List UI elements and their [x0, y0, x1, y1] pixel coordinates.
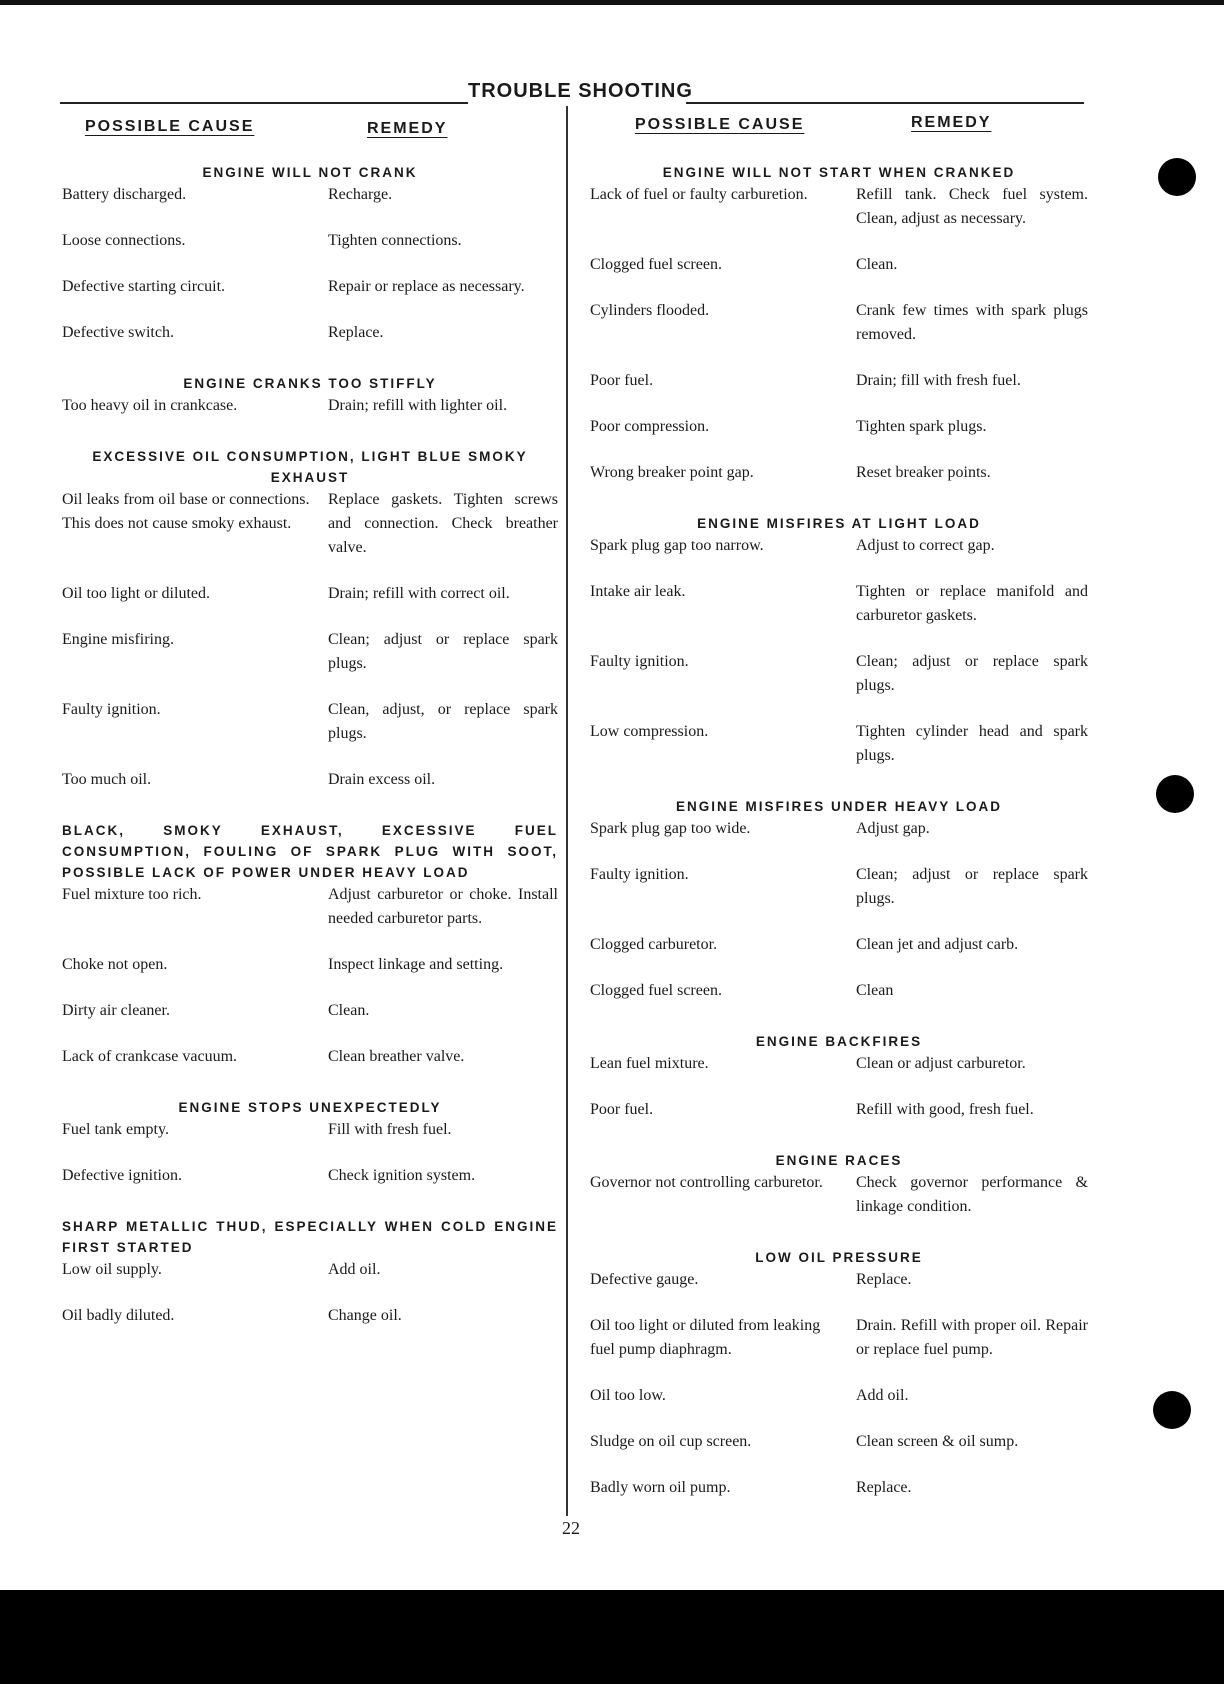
remedy: Clean. [328, 1002, 370, 1019]
cause-remedy-row [62, 394, 558, 418]
title-rule-right [686, 102, 1084, 104]
possible-cause: Faulty ignition. [590, 866, 689, 883]
possible-cause: Lack of fuel or faulty carburetion. [590, 186, 808, 203]
cause-remedy-row [590, 650, 1088, 698]
possible-cause: Low oil supply. [62, 1261, 162, 1278]
section-title: ENGINE BACKFIRES [755, 1034, 923, 1049]
cause-remedy-row [62, 953, 558, 977]
possible-cause: Battery discharged. [62, 186, 187, 203]
section-title: ENGINE MISFIRES AT LIGHT LOAD [697, 516, 981, 531]
cause-remedy-row [590, 1052, 1088, 1076]
remedy: Clean, adjust, or replace spark plugs. [328, 701, 558, 742]
possible-cause: Oil too light or diluted from leaking fuel pump diaphragm. [590, 1317, 821, 1358]
possible-cause: Lack of crankcase vacuum. [62, 1048, 238, 1065]
remedy: Refill tank. Check fuel system. Clean, adjust as necessary. [856, 186, 1088, 227]
remedy: Clean jet and adjust carb. [856, 936, 1019, 953]
possible-cause: Spark plug gap too narrow. [590, 537, 764, 554]
remedy: Replace. [856, 1271, 912, 1288]
cause-remedy-row [590, 1476, 1088, 1500]
possible-cause: Fuel tank empty. [62, 1121, 169, 1138]
possible-cause: Poor fuel. [590, 1101, 654, 1118]
remedy: Crank few times with spark plugs removed. [856, 302, 1088, 343]
possible-cause: Oil too low. [590, 1387, 666, 1404]
cause-remedy-row [590, 299, 1088, 347]
section-title: BLACK, SMOKY EXHAUST, EXCESSIVE FUEL CONSUMPTION, FOULING OF SPARK PLUG WITH SOOT, POSSIBLE LACK OF POWER UNDER HEAVY LOAD [62, 823, 558, 880]
remedy: Drain excess oil. [328, 771, 436, 788]
remedy: Check ignition system. [328, 1167, 476, 1184]
column-divider [566, 106, 568, 1516]
cause-remedy-row [590, 183, 1088, 231]
trouble-section [590, 513, 1088, 768]
possible-cause: Clogged fuel screen. [590, 982, 722, 999]
possible-cause: Defective starting circuit. [62, 278, 226, 295]
possible-cause: Choke not open. [62, 956, 168, 973]
cause-remedy-row [62, 698, 558, 746]
page-title: TROUBLE SHOOTING [468, 80, 693, 102]
scan-top-edge [0, 0, 1224, 5]
possible-cause: Sludge on oil cup screen. [590, 1433, 752, 1450]
remedy: Adjust to correct gap. [856, 537, 995, 554]
cause-remedy-row [62, 1045, 558, 1069]
remedy: Inspect linkage and setting. [328, 956, 504, 973]
trouble-section [590, 796, 1088, 1003]
possible-cause: Clogged carburetor. [590, 936, 718, 953]
section-title: ENGINE STOPS UNEXPECTEDLY [178, 1100, 442, 1115]
trouble-section [62, 373, 558, 418]
possible-cause: Intake air leak. [590, 583, 686, 600]
cause-remedy-row [62, 488, 558, 560]
possible-cause: Cylinders flooded. [590, 302, 710, 319]
cause-remedy-row [590, 979, 1088, 1003]
cause-remedy-row [62, 275, 558, 299]
possible-cause: Engine misfiring. [62, 631, 174, 648]
cause-remedy-row [590, 461, 1088, 485]
possible-cause: Too much oil. [62, 771, 152, 788]
remedy: Replace gaskets. Tighten screws and connection. Check breather valve. [328, 491, 558, 556]
possible-cause: Defective ignition. [62, 1167, 182, 1184]
possible-cause: Lean fuel mixture. [590, 1055, 709, 1072]
remedy: Add oil. [856, 1387, 909, 1404]
cause-remedy-row [590, 534, 1088, 558]
left-cause-header: POSSIBLE CAUSE [85, 118, 255, 135]
section-title: ENGINE CRANKS TOO STIFFLY [183, 376, 437, 391]
cause-remedy-row [62, 1304, 558, 1328]
possible-cause: Badly worn oil pump. [590, 1479, 731, 1496]
cause-remedy-row [590, 1314, 1088, 1362]
binder-hole [1153, 1391, 1191, 1429]
possible-cause: Faulty ignition. [590, 653, 689, 670]
trouble-section [62, 162, 558, 345]
cause-remedy-row [62, 183, 558, 207]
remedy: Clean; adjust or replace spark plugs. [856, 653, 1088, 694]
remedy: Replace. [856, 1479, 912, 1496]
right-remedy-header: REMEDY [911, 114, 992, 131]
remedy: Clean; adjust or replace spark plugs. [856, 866, 1088, 907]
section-title: SHARP METALLIC THUD, ESPECIALLY WHEN COLD ENGINE FIRST STARTED [62, 1219, 558, 1255]
remedy: Tighten connections. [328, 232, 462, 249]
trouble-section [62, 1216, 558, 1328]
remedy: Repair or replace as necessary. [328, 278, 525, 295]
remedy: Adjust carburetor or choke. Install needed carburetor parts. [328, 886, 558, 927]
remedy: Drain; refill with lighter oil. [328, 397, 508, 414]
cause-remedy-row [590, 369, 1088, 393]
cause-remedy-row [62, 321, 558, 345]
possible-cause: Defective gauge. [590, 1271, 699, 1288]
cause-remedy-row [62, 1118, 558, 1142]
possible-cause: Dirty air cleaner. [62, 1002, 170, 1019]
cause-remedy-row [590, 720, 1088, 768]
cause-remedy-row [590, 1098, 1088, 1122]
remedy: Replace. [328, 324, 384, 341]
possible-cause: Low compression. [590, 723, 709, 740]
remedy: Clean; adjust or replace spark plugs. [328, 631, 558, 672]
section-title: ENGINE MISFIRES UNDER HEAVY LOAD [675, 799, 1003, 814]
cause-remedy-row [62, 1164, 558, 1188]
cause-remedy-row [62, 628, 558, 676]
remedy: Refill with good, fresh fuel. [856, 1101, 1034, 1118]
binder-hole [1158, 158, 1196, 196]
remedy: Drain. Refill with proper oil. Repair or replace fuel pump. [856, 1317, 1088, 1358]
cause-remedy-row [590, 415, 1088, 439]
cause-remedy-row [62, 229, 558, 253]
trouble-section [590, 1031, 1088, 1122]
trouble-section [590, 162, 1088, 485]
possible-cause: Faulty ignition. [62, 701, 161, 718]
cause-remedy-row [590, 817, 1088, 841]
possible-cause: Spark plug gap too wide. [590, 820, 751, 837]
scan-bottom-edge [0, 1590, 1224, 1684]
possible-cause: Governor not controlling carburetor. [590, 1174, 823, 1191]
cause-remedy-row [62, 883, 558, 931]
remedy: Clean [856, 982, 894, 999]
remedy: Add oil. [328, 1261, 381, 1278]
cause-remedy-row [590, 863, 1088, 911]
section-title: ENGINE WILL NOT START WHEN CRANKED [662, 165, 1016, 180]
possible-cause: Fuel mixture too rich. [62, 886, 202, 903]
remedy: Tighten or replace manifold and carburetor gaskets. [856, 583, 1088, 624]
cause-remedy-row [590, 1268, 1088, 1292]
remedy: Drain; fill with fresh fuel. [856, 372, 1021, 389]
title-rule-left [60, 102, 468, 104]
possible-cause: Oil badly diluted. [62, 1307, 175, 1324]
trouble-section [62, 446, 558, 792]
possible-cause: Oil leaks from oil base or connections. This does not cause smoky exhaust. [62, 491, 310, 532]
left-remedy-header: REMEDY [367, 120, 448, 137]
left-column [62, 162, 558, 1356]
possible-cause: Defective switch. [62, 324, 174, 341]
section-title: ENGINE RACES [775, 1153, 903, 1168]
remedy: Tighten spark plugs. [856, 418, 987, 435]
remedy: Tighten cylinder head and spark plugs. [856, 723, 1088, 764]
possible-cause: Poor compression. [590, 418, 710, 435]
cause-remedy-row [62, 1258, 558, 1282]
possible-cause: Poor fuel. [590, 372, 654, 389]
cause-remedy-row [62, 999, 558, 1023]
remedy: Clean or adjust carburetor. [856, 1055, 1026, 1072]
section-title: EXCESSIVE OIL CONSUMPTION, LIGHT BLUE SMOKY EXHAUST [92, 449, 528, 485]
cause-remedy-row [590, 253, 1088, 277]
binder-hole [1156, 775, 1194, 813]
cause-remedy-row [590, 1171, 1088, 1219]
possible-cause: Wrong breaker point gap. [590, 464, 754, 481]
possible-cause: Clogged fuel screen. [590, 256, 722, 273]
section-title: ENGINE WILL NOT CRANK [202, 165, 418, 180]
possible-cause: Too heavy oil in crankcase. [62, 397, 238, 414]
possible-cause: Loose connections. [62, 232, 186, 249]
trouble-section [590, 1150, 1088, 1219]
remedy: Fill with fresh fuel. [328, 1121, 452, 1138]
remedy: Change oil. [328, 1307, 402, 1324]
cause-remedy-row [62, 582, 558, 606]
remedy: Clean screen & oil sump. [856, 1433, 1019, 1450]
right-column [590, 162, 1088, 1528]
remedy: Clean. [856, 256, 898, 273]
remedy: Clean breather valve. [328, 1048, 465, 1065]
cause-remedy-row [590, 1430, 1088, 1454]
remedy: Drain; refill with correct oil. [328, 585, 510, 602]
right-cause-header: POSSIBLE CAUSE [635, 116, 805, 133]
remedy: Reset breaker points. [856, 464, 991, 481]
cause-remedy-row [590, 933, 1088, 957]
remedy: Adjust gap. [856, 820, 930, 837]
remedy: Recharge. [328, 186, 393, 203]
remedy: Check governor performance & linkage condition. [856, 1174, 1088, 1215]
cause-remedy-row [590, 1384, 1088, 1408]
cause-remedy-row [590, 580, 1088, 628]
trouble-section [62, 1097, 558, 1188]
trouble-section [590, 1247, 1088, 1500]
trouble-section [62, 820, 558, 1069]
section-title: LOW OIL PRESSURE [755, 1250, 923, 1265]
page-number: 22 [562, 1518, 580, 1538]
possible-cause: Oil too light or diluted. [62, 585, 210, 602]
cause-remedy-row [62, 768, 558, 792]
